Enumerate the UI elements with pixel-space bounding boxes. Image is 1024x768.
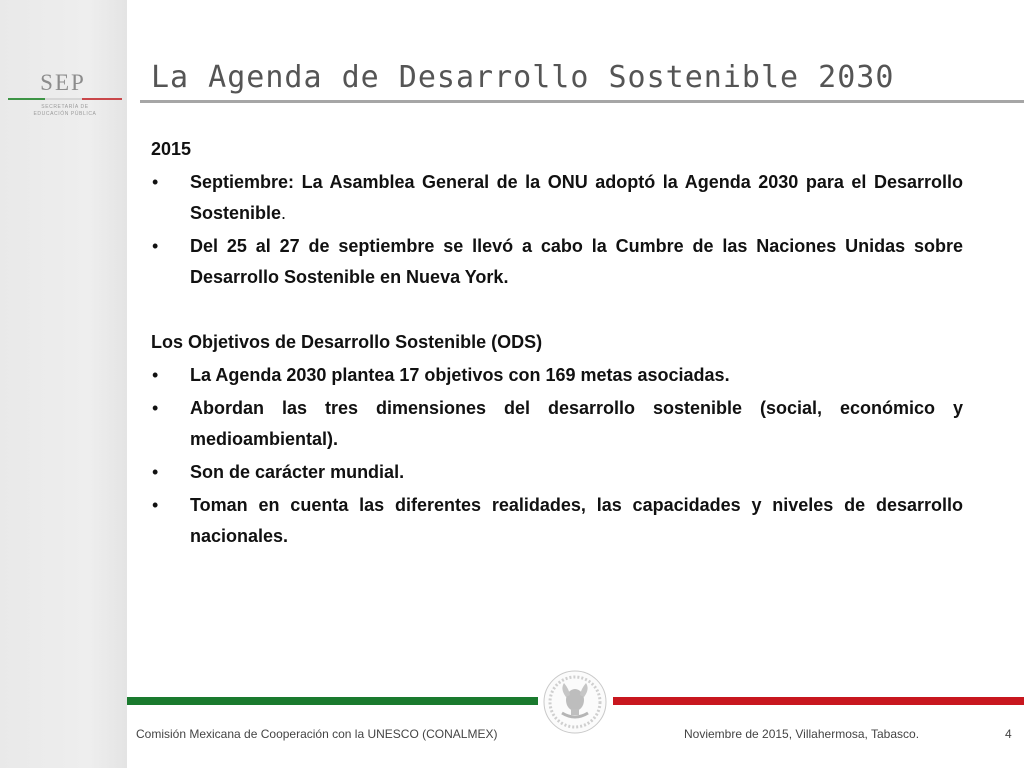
list-item [151, 490, 963, 552]
list-item-text: Toman en cuenta las diferentes realidades, las capacidades y niveles de desarrollo nacionales. [190, 495, 963, 546]
page-number: 4 [1005, 727, 1012, 741]
list-item [151, 231, 963, 293]
list-item-text: Del 25 al 27 de septiembre se llevó a cabo la Cumbre de las Naciones Unidas sobre Desarrollo Sostenible en Nueva York. [190, 236, 963, 287]
bullet-marker: • [152, 495, 159, 515]
list-item [151, 457, 963, 488]
sep-logo-text: SEP [40, 70, 86, 95]
section-2015-list [151, 167, 963, 293]
mexican-coat-of-arms-icon [542, 669, 608, 735]
section-heading-ods-bold: Los Objetivos de Desarrollo Sostenible [151, 332, 487, 352]
list-item [151, 393, 963, 455]
section-heading-ods-rest: (ODS) [486, 332, 543, 352]
sep-logo [4, 70, 124, 130]
list-item-text: Septiembre: La Asamblea General de la ONU adoptó la [190, 172, 685, 192]
section-ods-list [151, 360, 963, 552]
bullet-marker: • [152, 365, 159, 385]
list-item [151, 167, 963, 229]
list-item-end: . [281, 203, 287, 223]
section-heading-2015: 2015 [151, 139, 192, 159]
section-heading-ods [151, 327, 963, 358]
title-underline [140, 100, 1024, 103]
section-spacer [151, 295, 963, 327]
bullet-marker: • [152, 236, 159, 256]
footer-red-rule [613, 697, 1024, 705]
sep-logo-red-bar [82, 98, 122, 100]
list-item-text: La Agenda 2030 plantea 17 objetivos con 169 metas asociadas. [190, 365, 730, 385]
bullet-marker: • [152, 172, 159, 192]
slide-title: La Agenda de Desarrollo Sostenible 2030 [151, 60, 895, 95]
sep-logo-white-bar [45, 98, 82, 100]
list-item-text: Son de carácter mundial. [190, 462, 405, 482]
bullet-marker: • [152, 462, 159, 482]
footer-organization: Comisión Mexicana de Cooperación con la UNESCO (CONALMEX) [136, 727, 498, 741]
footer-green-rule [127, 697, 538, 705]
list-item-text: Abordan las tres dimensiones del desarrollo sostenible (social, económico y medioambiental). [190, 398, 963, 449]
footer-date-location: Noviembre de 2015, Villahermosa, Tabasco. [684, 727, 920, 741]
sep-logo-subtitle-line2: EDUCACIÓN PÚBLICA [33, 111, 97, 117]
list-item [151, 360, 963, 391]
list-item-emphasis: Agenda 2030 para el Desarrollo Sostenible [190, 172, 964, 223]
bullet-marker: • [152, 398, 159, 418]
slide-content [151, 134, 963, 554]
sep-logo-subtitle-line1: SECRETARÍA DE [41, 104, 89, 110]
sep-logo-green-bar [8, 98, 45, 100]
sidebar [0, 0, 127, 768]
